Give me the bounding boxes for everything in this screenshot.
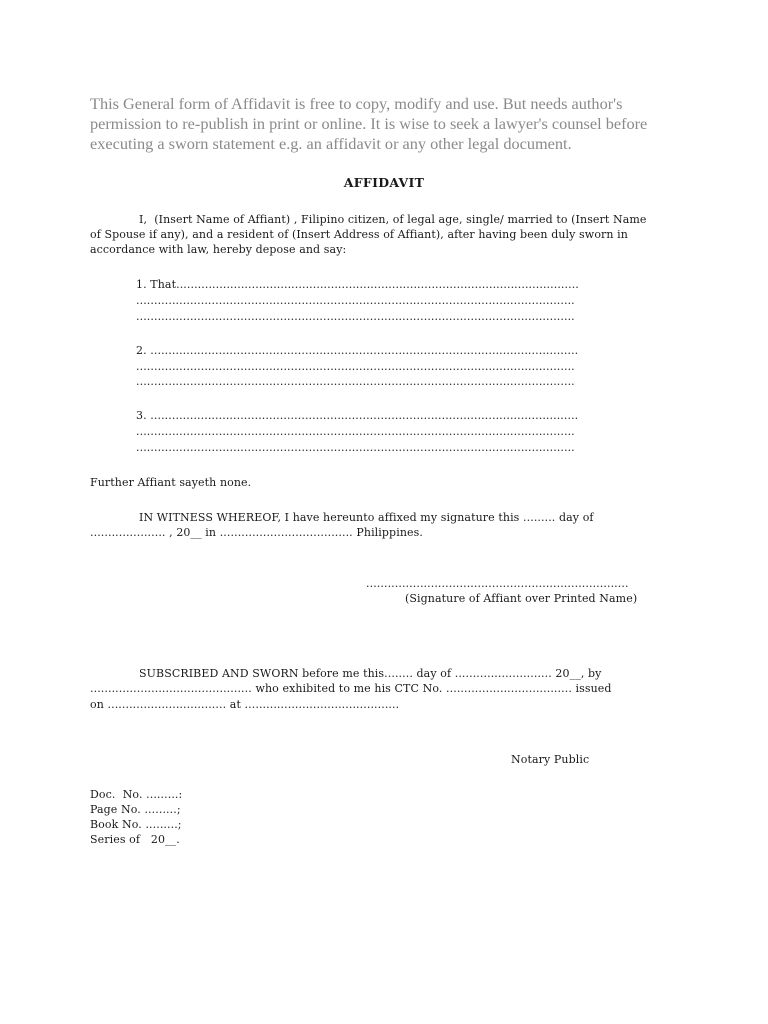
item-3-line-1: 3. ....................................................................................................................... xyxy=(136,409,579,422)
subscribed-line-1: SUBSCRIBED AND SWORN before me this........ day of ........................... 20__, by xyxy=(139,667,602,680)
witness-line-1: IN WITNESS WHEREOF, I have hereunto affixed my signature this ......... day of xyxy=(139,511,594,524)
item-1-line-3: .......................................................................................................................... xyxy=(136,310,575,323)
item-3-line-2: .......................................................................................................................... xyxy=(136,425,575,438)
item-1-line-2: .......................................................................................................................... xyxy=(136,294,575,307)
subscribed-line-2: ............................................. who exhibited to me his CTC No. ................................... issued xyxy=(90,682,612,695)
subscribed-line-3: on ................................. at ........................................... xyxy=(90,698,400,711)
book-number: Book No. .........; xyxy=(90,818,182,831)
opening-line-1: I, (Insert Name of Affiant) , Filipino citizen, of legal age, single/ married to (Insert Name xyxy=(139,213,647,226)
document-title: AFFIDAVIT xyxy=(343,175,425,190)
opening-line-3: accordance with law, hereby depose and say: xyxy=(90,243,347,256)
signature-line: ......................................................................... xyxy=(366,577,629,590)
page-number: Page No. .........; xyxy=(90,803,181,816)
witness-line-2: ..................... , 20__ in ..................................... Philippines. xyxy=(90,526,423,539)
intro-line-3: executing a sworn statement e.g. an affidavit or any other legal document. xyxy=(90,134,572,153)
further-affiant-text: Further Affiant sayeth none. xyxy=(90,476,252,489)
item-3-line-3: .......................................................................................................................... xyxy=(136,441,575,454)
notary-public-label: Notary Public xyxy=(511,753,590,766)
signature-caption: (Signature of Affiant over Printed Name) xyxy=(405,592,638,605)
opening-line-2: of Spouse if any), and a resident of (Insert Address of Affiant), after having been duly sworn in xyxy=(90,228,628,241)
item-2-line-1: 2. ....................................................................................................................... xyxy=(136,344,579,357)
series-year: Series of 20__. xyxy=(90,833,180,846)
intro-line-2: permission to re-publish in print or online. It is wise to seek a lawyer's counsel before xyxy=(90,114,648,133)
item-1-line-1: 1. That................................................................................................................ xyxy=(136,278,579,291)
item-2-line-2: .......................................................................................................................... xyxy=(136,360,575,373)
item-2-line-3: .......................................................................................................................... xyxy=(136,375,575,388)
intro-line-1: This General form of Affidavit is free to copy, modify and use. But needs author's xyxy=(90,94,623,113)
doc-number: Doc. No. .........: xyxy=(90,788,183,801)
